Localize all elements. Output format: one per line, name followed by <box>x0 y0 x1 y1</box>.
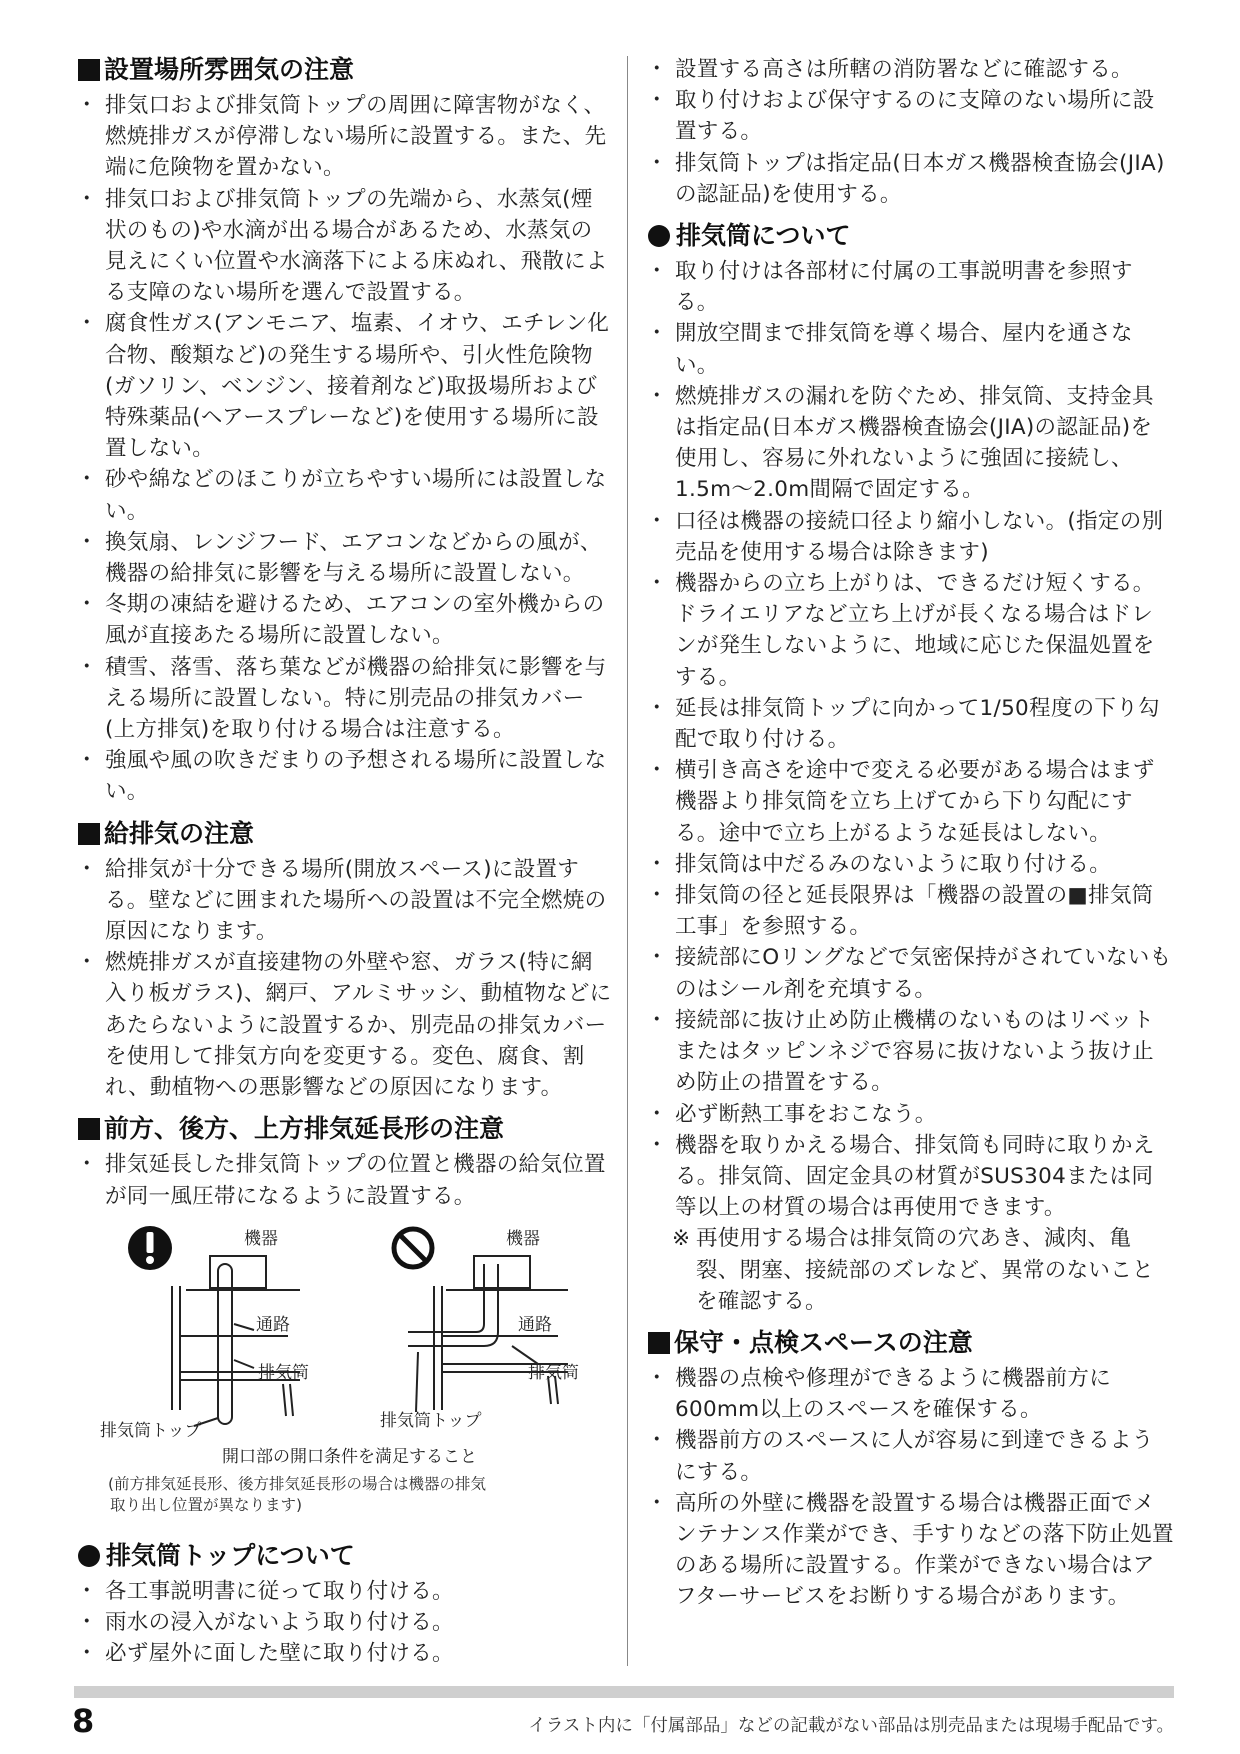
section-heading-maintenance-space: 保守・点検スペースの注意 <box>648 1325 1174 1361</box>
list-item: ・ 排気筒トップは指定品(日本ガス機器検査協会(JIA)の認証品)を使用する。 <box>648 148 1174 210</box>
list-item: ・ 機器を取りかえる場合、排気筒も同時に取りかえる。排気筒、固定金具の材質がSUS304または同等以上の材質の場合は再使用できます。 <box>648 1130 1174 1224</box>
footer-bar <box>74 1686 1174 1698</box>
list-item: ・ 排気筒の径と延長限界は「機器の設置の■排気筒工事」を参照する。 <box>648 880 1174 942</box>
list-item: ・ 口径は機器の接続口径より縮小しない。(指定の別売品を使用する場合は除きます) <box>648 506 1174 568</box>
right-column <box>648 54 1174 1613</box>
list-item: ・ 各工事説明書に従って取り付ける。 <box>78 1576 614 1607</box>
list-item: ・ 冬期の凍結を避けるため、エアコンの室外機からの風が直接あたる場所に設置しない。 <box>78 589 614 651</box>
opening-condition-note: 開口部の開口条件を満足すること <box>222 1446 477 1467</box>
left-passage-label: 通路 <box>256 1314 290 1335</box>
square-bullet-icon <box>648 1332 670 1354</box>
section-heading-installation-atmosphere: 設置場所雰囲気の注意 <box>78 52 614 88</box>
round-bullet-icon <box>648 225 670 247</box>
square-bullet-icon <box>78 59 100 81</box>
list-item: ・ 延長は排気筒トップに向かって1/50程度の下り勾配で取り付ける。 <box>648 693 1174 755</box>
section-heading-supply-exhaust: 給排気の注意 <box>78 816 614 852</box>
square-bullet-icon <box>78 1118 100 1140</box>
figure-caption-line1: (前方排気延長形、後方排気延長形の場合は機器の排気 <box>108 1474 487 1493</box>
list-item: ・ 接続部にOリングなどで気密保持がされていないものはシール剤を充填する。 <box>648 942 1174 1004</box>
reuse-note <box>648 1223 1174 1317</box>
figure-caption-line2: 取り出し位置が異なります) <box>110 1495 303 1514</box>
list-item: ・ 機器前方のスペースに人が容易に到達できるようにする。 <box>648 1425 1174 1487</box>
supply-exhaust-list <box>78 854 614 1104</box>
list-item: ・ 雨水の浸入がないよう取り付ける。 <box>78 1607 614 1638</box>
right-pipe-label: 排気筒 <box>528 1362 579 1383</box>
left-pipe-label: 排気筒 <box>258 1362 309 1383</box>
left-device-label: 機器 <box>244 1228 278 1249</box>
column-divider <box>627 56 628 1666</box>
square-bullet-icon <box>78 823 100 845</box>
maintenance-space-list <box>648 1363 1174 1613</box>
extension-type-list <box>78 1149 614 1211</box>
list-item: ・ 必ず断熱工事をおこなう。 <box>648 1099 1174 1130</box>
prohibited-icon <box>394 1229 432 1267</box>
correct-installation-drawing <box>172 1256 300 1426</box>
list-item: ・ 横引き高さを途中で変える必要がある場合はまず機器より排気筒を立ち上げてから下り勾配にする。途中で立ち上がるような延長はしない。 <box>648 755 1174 849</box>
list-item: ・ 積雪、落雪、落ち葉などが機器の給排気に影響を与える場所に設置しない。特に別売品の排気カバー(上方排気)を取り付ける場合は注意する。 <box>78 652 614 746</box>
list-item: ・ 機器からの立ち上がりは、できるだけ短くする。ドライエリアなど立ち上げが長くなる場合はドレンが発生しないように、地域に応じた保温処置をする。 <box>648 568 1174 693</box>
list-item: ・ 腐食性ガス(アンモニア、塩素、イオウ、エチレン化合物、酸類など)の発生する場所や、引火性危険物(ガソリン、ベンジン、接着剤など)取扱場所および特殊薬品(ヘアースプレーなど)を使用する場所に設置しない。 <box>78 308 614 464</box>
list-item: ・ 排気延長した排気筒トップの位置と機器の給気位置が同一風圧帯になるように設置する。 <box>78 1149 614 1211</box>
list-item: ・ 強風や風の吹きだまりの予想される場所に設置しない。 <box>78 745 614 807</box>
list-item: ・ 接続部に抜け止め防止機構のないものはリベットまたはタッピンネジで容易に抜けないよう抜け止め防止の措置をする。 <box>648 1005 1174 1099</box>
list-item: ・ 機器の点検や修理ができるように機器前方に600mm以上のスペースを確保する。 <box>648 1363 1174 1425</box>
list-item: ・ 取り付けおよび保守するのに支障のない場所に設置する。 <box>648 85 1174 147</box>
list-item: ・ 設置する高さは所轄の消防署などに確認する。 <box>648 54 1174 85</box>
list-item: ・ 開放空間まで排気筒を導く場合、屋内を通さない。 <box>648 318 1174 380</box>
list-item: ・ 給排気が十分できる場所(開放スペース)に設置する。壁などに囲まれた場所への設置は不完全燃焼の原因になります。 <box>78 854 614 948</box>
list-item: ・ 高所の外壁に機器を設置する場合は機器正面でメンテナンス作業ができ、手すりなどの落下防止処置のある場所に設置する。作業ができない場合はアフターサービスをお断りする場合があります。 <box>648 1488 1174 1613</box>
list-item: ・ 必ず屋外に面した壁に取り付ける。 <box>78 1638 614 1669</box>
caution-icon <box>128 1226 172 1270</box>
exhaust-top-list-continued <box>648 54 1174 210</box>
right-device-label: 機器 <box>506 1228 540 1249</box>
installation-atmosphere-list <box>78 90 614 808</box>
list-item: ・ 排気口および排気筒トップの先端から、水蒸気(煙状のもの)や水滴が出る場合があるため、水蒸気の見えにくい位置や水滴落下による床ぬれ、飛散による支障のない場所を選んで設置する。 <box>78 184 614 309</box>
exhaust-pipe-position-diagram <box>78 1212 614 1524</box>
list-item: ・ 燃焼排ガスが直接建物の外壁や窓、ガラス(特に網入り板ガラス)、網戸、アルミサッシ、動植物などにあたらないように設置するか、別売品の排気カバーを使用して排気方向を変更する。変色、腐食、割れ、動植物への悪影響などの原因になります。 <box>78 947 614 1103</box>
section-heading-exhaust-top: 排気筒トップについて <box>78 1538 614 1574</box>
left-top-label: 排気筒トップ <box>100 1420 202 1441</box>
left-column <box>78 52 614 1669</box>
reference-mark-icon: ※ <box>672 1226 691 1252</box>
list-item: ・ 燃焼排ガスの漏れを防ぐため、排気筒、支持金具は指定品(日本ガス機器検査協会(JIA)の認証品)を使用し、容易に外れないように強固に接続し、1.5m～2.0m間隔で固定する。 <box>648 381 1174 506</box>
round-bullet-icon <box>78 1545 100 1567</box>
list-item: ・ 換気扇、レンジフード、エアコンなどからの風が、機器の給排気に影響を与える場所に設置しない。 <box>78 527 614 589</box>
footer-note: イラスト内に「付属部品」などの記載がない部品は別売品または現場手配品です。 <box>528 1716 1174 1736</box>
exhaust-pipe-list <box>648 256 1174 1317</box>
list-item: ・ 取り付けは各部材に付属の工事説明書を参照する。 <box>648 256 1174 318</box>
right-top-label: 排気筒トップ <box>380 1410 482 1431</box>
section-heading-exhaust-pipe: 排気筒について <box>648 218 1174 254</box>
list-item: ・ 砂や綿などのほこりが立ちやすい場所には設置しない。 <box>78 464 614 526</box>
list-item: ・ 排気口および排気筒トップの周囲に障害物がなく、燃焼排ガスが停滞しない場所に設置する。また、先端に危険物を置かない。 <box>78 90 614 184</box>
page-number: 8 <box>72 1702 95 1740</box>
right-passage-label: 通路 <box>518 1314 552 1335</box>
list-item: ・ 排気筒は中だるみのないように取り付ける。 <box>648 849 1174 880</box>
reuse-note-text: 再使用する場合は排気筒の穴あき、減肉、亀裂、閉塞、接続部のズレなど、異常のないことを確認する。 <box>696 1226 1154 1314</box>
section-heading-extension-type: 前方、後方、上方排気延長形の注意 <box>78 1111 614 1147</box>
exhaust-top-list <box>78 1576 614 1670</box>
